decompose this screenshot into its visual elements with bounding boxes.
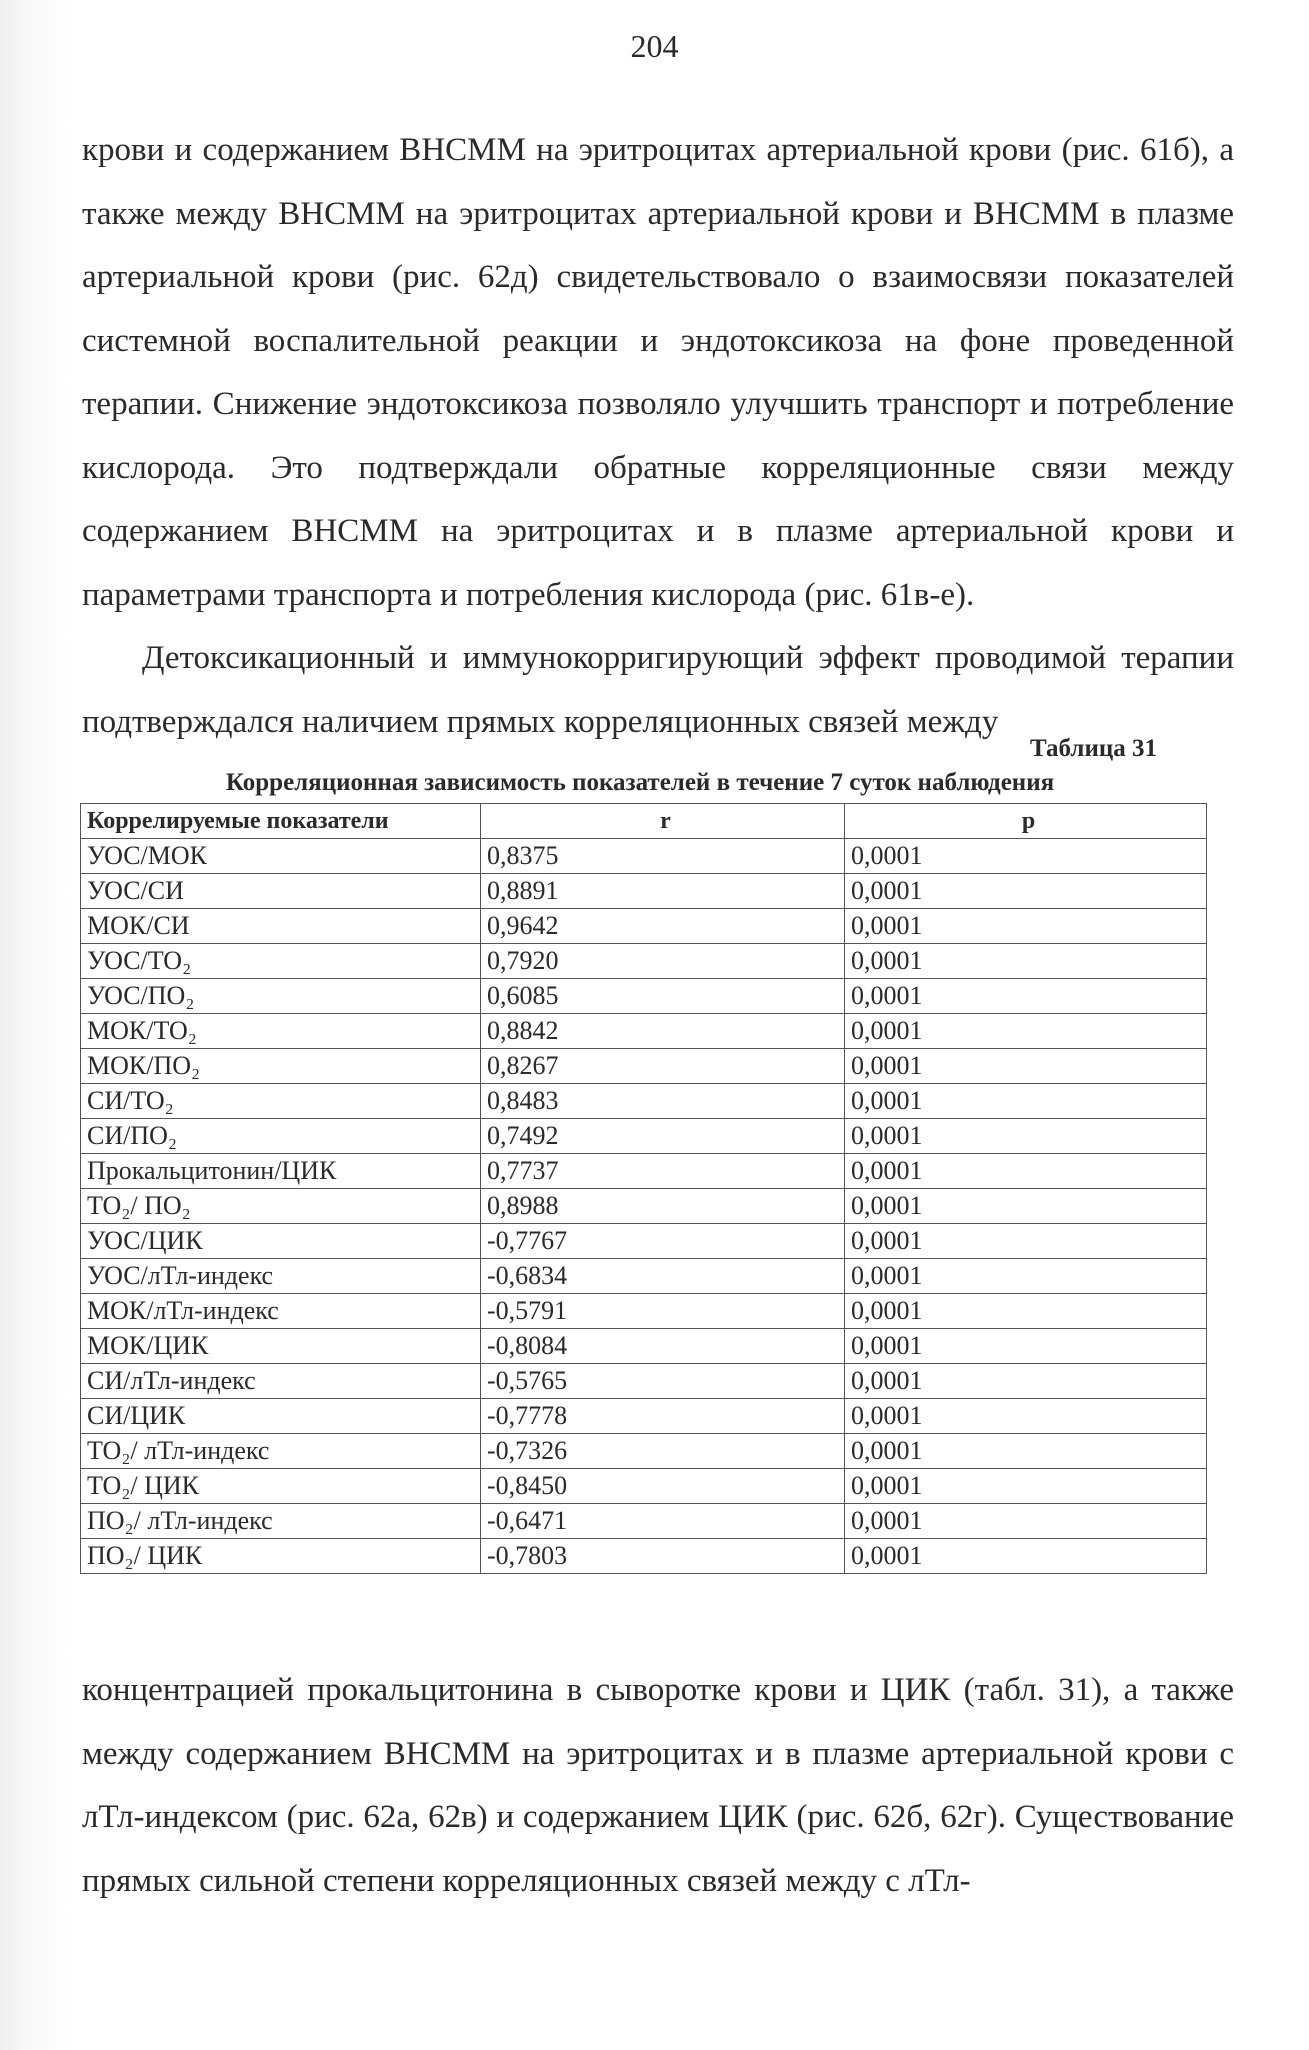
cell-r-value: -0,5791 bbox=[481, 1294, 845, 1329]
cell-p-value: 0,0001 bbox=[845, 1504, 1207, 1539]
table-row bbox=[81, 1014, 1207, 1049]
cell-p-value: 0,0001 bbox=[845, 1399, 1207, 1434]
header-cell-p: p bbox=[845, 804, 1207, 839]
header-cell-r: r bbox=[481, 804, 845, 839]
cell-p-value: 0,0001 bbox=[845, 1469, 1207, 1504]
table-row bbox=[81, 1084, 1207, 1119]
scan-shadow-edge bbox=[0, 0, 70, 2050]
cell-indicators: МОК/ТО₂ bbox=[81, 1014, 481, 1049]
header-cell-indicators: Коррелируемые показатели bbox=[81, 804, 481, 839]
cell-p-value: 0,0001 bbox=[845, 1329, 1207, 1364]
cell-p-value: 0,0001 bbox=[845, 944, 1207, 979]
cell-r-value: -0,7767 bbox=[481, 1224, 845, 1259]
cell-indicators: УОС/МОК bbox=[81, 839, 481, 874]
cell-indicators: УОС/ТО₂ bbox=[81, 944, 481, 979]
cell-r-value: -0,6834 bbox=[481, 1259, 845, 1294]
cell-r-value: -0,7778 bbox=[481, 1399, 845, 1434]
cell-r-value: 0,8842 bbox=[481, 1014, 845, 1049]
cell-indicators: МОК/ПО₂ bbox=[81, 1049, 481, 1084]
table-row bbox=[81, 1469, 1207, 1504]
table-row bbox=[81, 1399, 1207, 1434]
cell-indicators: ПО₂/ ЦИК bbox=[81, 1539, 481, 1574]
cell-p-value: 0,0001 bbox=[845, 1539, 1207, 1574]
paragraph: крови и содержанием ВНСММ на эритроцитах артериальной крови (рис. 61б), а также между ВНСММ на эритроцитах артериальной крови и ВНСММ в плазме артериальной крови (рис. 62д) свидетельствовало о взаимосвязи показателей системной воспалительной реакции и эндотоксикоза на фоне проведенной терапии. Снижение эндотоксикоза позволяло улучшить транспорт и потребление кислорода. Это подтверждали обратные корреляционные связи между содержанием ВНСММ на эритроцитах и в плазме артериальной крови и параметрами транспорта и потребления кислорода (рис. 61в-е). bbox=[82, 132, 1234, 613]
cell-p-value: 0,0001 bbox=[845, 1259, 1207, 1294]
cell-r-value: 0,6085 bbox=[481, 979, 845, 1014]
table-title: Корреляционная зависимость показателей в течение 7 суток наблюдения bbox=[225, 769, 1055, 796]
cell-r-value: 0,7737 bbox=[481, 1154, 845, 1189]
cell-r-value: 0,9642 bbox=[481, 909, 845, 944]
table-label: Таблица 31 bbox=[1029, 735, 1157, 762]
cell-r-value: 0,7920 bbox=[481, 944, 845, 979]
table-row bbox=[81, 909, 1207, 944]
table-row bbox=[81, 839, 1207, 874]
table-row bbox=[81, 1154, 1207, 1189]
table-row bbox=[81, 1504, 1207, 1539]
cell-indicators: УОС/СИ bbox=[81, 874, 481, 909]
table-row bbox=[81, 1434, 1207, 1469]
cell-p-value: 0,0001 bbox=[845, 909, 1207, 944]
table-header-row bbox=[81, 804, 1207, 839]
cell-indicators: СИ/ТО₂ bbox=[81, 1084, 481, 1119]
table-row bbox=[81, 1189, 1207, 1224]
cell-p-value: 0,0001 bbox=[845, 1364, 1207, 1399]
cell-indicators: СИ/лТл-индекс bbox=[81, 1364, 481, 1399]
cell-indicators: ПО₂/ лТл-индекс bbox=[81, 1504, 481, 1539]
page-number: 204 bbox=[630, 28, 679, 64]
cell-p-value: 0,0001 bbox=[845, 1434, 1207, 1469]
table-row bbox=[81, 1294, 1207, 1329]
table-body bbox=[81, 839, 1207, 1574]
cell-r-value: 0,8988 bbox=[481, 1189, 845, 1224]
cell-p-value: 0,0001 bbox=[845, 1119, 1207, 1154]
cell-p-value: 0,0001 bbox=[845, 1189, 1207, 1224]
cell-r-value: -0,8084 bbox=[481, 1329, 845, 1364]
table-row bbox=[81, 1259, 1207, 1294]
cell-r-value: 0,8267 bbox=[481, 1049, 845, 1084]
cell-p-value: 0,0001 bbox=[845, 839, 1207, 874]
cell-indicators: УОС/ПО₂ bbox=[81, 979, 481, 1014]
cell-r-value: -0,7803 bbox=[481, 1539, 845, 1574]
body-text-top bbox=[82, 119, 1234, 754]
cell-r-value: 0,8375 bbox=[481, 839, 845, 874]
cell-indicators: ТО₂/ ПО₂ bbox=[81, 1189, 481, 1224]
cell-r-value: 0,8891 bbox=[481, 874, 845, 909]
table-row bbox=[81, 1049, 1207, 1084]
cell-p-value: 0,0001 bbox=[845, 1014, 1207, 1049]
correlation-table bbox=[80, 803, 1207, 1574]
paragraph: концентрацией прокальцитонина в сыворотке крови и ЦИК (табл. 31), а также между содержанием ВНСММ на эритроцитах и в плазме артериальной крови с лТл-индексом (рис. 62а, 62в) и содержанием ЦИК (рис. 62б, 62г). Существование прямых сильной степени корреляционных связей между с лТл- bbox=[82, 1672, 1234, 1899]
cell-indicators: МОК/СИ bbox=[81, 909, 481, 944]
cell-p-value: 0,0001 bbox=[845, 1049, 1207, 1084]
table-row bbox=[81, 979, 1207, 1014]
cell-p-value: 0,0001 bbox=[845, 1294, 1207, 1329]
cell-indicators: УОС/лТл-индекс bbox=[81, 1259, 481, 1294]
cell-indicators: СИ/ЦИК bbox=[81, 1399, 481, 1434]
cell-indicators: Прокальцитонин/ЦИК bbox=[81, 1154, 481, 1189]
cell-r-value: -0,5765 bbox=[481, 1364, 845, 1399]
cell-indicators: ТО₂/ ЦИК bbox=[81, 1469, 481, 1504]
cell-r-value: -0,8450 bbox=[481, 1469, 845, 1504]
table-row bbox=[81, 1364, 1207, 1399]
cell-indicators: МОК/лТл-индекс bbox=[81, 1294, 481, 1329]
body-text-bottom bbox=[82, 1659, 1234, 1913]
table-row bbox=[81, 1539, 1207, 1574]
cell-r-value: 0,8483 bbox=[481, 1084, 845, 1119]
table-row bbox=[81, 874, 1207, 909]
cell-p-value: 0,0001 bbox=[845, 874, 1207, 909]
cell-p-value: 0,0001 bbox=[845, 979, 1207, 1014]
cell-p-value: 0,0001 bbox=[845, 1084, 1207, 1119]
cell-p-value: 0,0001 bbox=[845, 1154, 1207, 1189]
cell-r-value: 0,7492 bbox=[481, 1119, 845, 1154]
cell-r-value: -0,6471 bbox=[481, 1504, 845, 1539]
cell-indicators: МОК/ЦИК bbox=[81, 1329, 481, 1364]
table-row bbox=[81, 1329, 1207, 1364]
cell-indicators: СИ/ПО₂ bbox=[81, 1119, 481, 1154]
table-row bbox=[81, 944, 1207, 979]
cell-r-value: -0,7326 bbox=[481, 1434, 845, 1469]
cell-indicators: ТО₂/ лТл-индекс bbox=[81, 1434, 481, 1469]
cell-p-value: 0,0001 bbox=[845, 1224, 1207, 1259]
cell-indicators: УОС/ЦИК bbox=[81, 1224, 481, 1259]
table-row bbox=[81, 1119, 1207, 1154]
table-row bbox=[81, 1224, 1207, 1259]
paragraph: Детоксикационный и иммунокорригирующий эффект проводимой терапии подтверждался наличием прямых корреляционных связей между bbox=[82, 640, 1234, 740]
